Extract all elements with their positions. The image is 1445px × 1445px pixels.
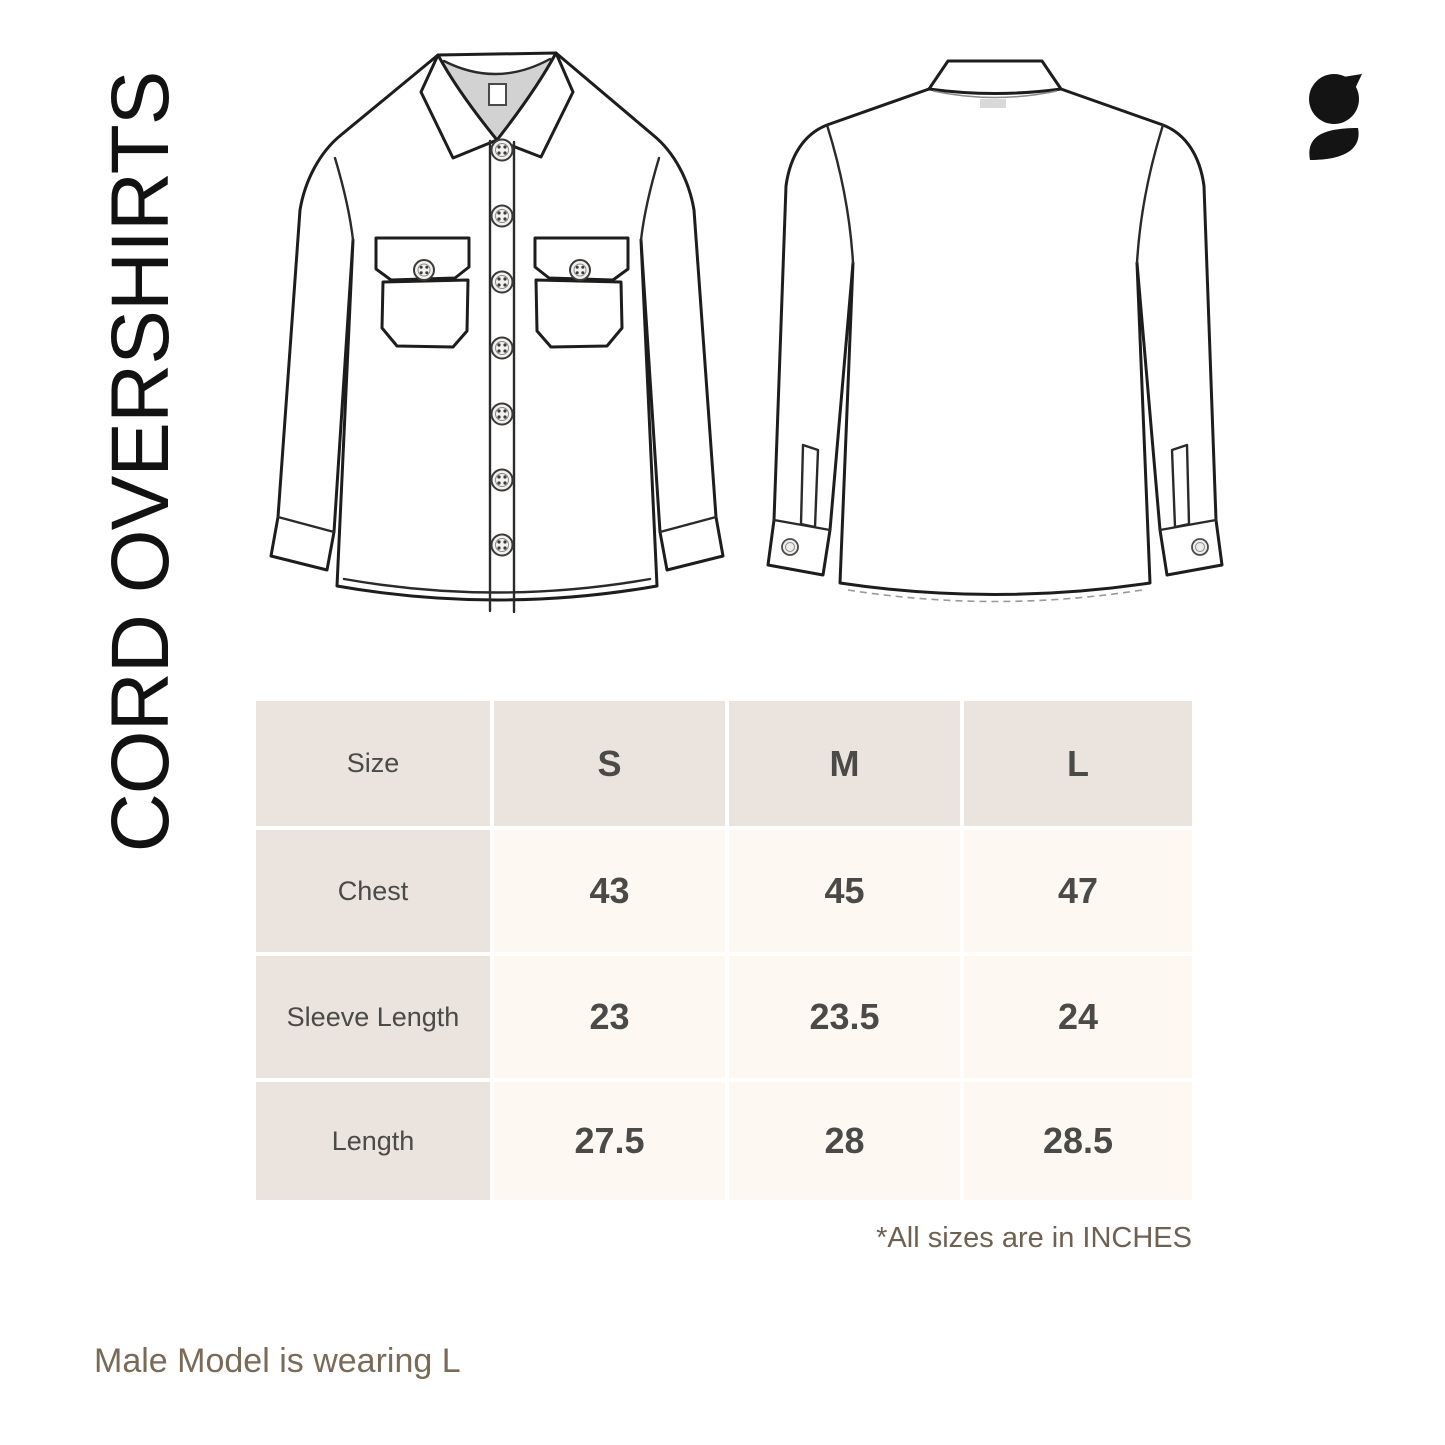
back-neck-label [980,99,1006,108]
column-header-l: L [964,701,1192,826]
chest-l-value: 47 [964,830,1192,952]
shirt-back-diagram [760,30,1270,620]
row-label-sleeve-length: Sleeve Length [256,956,490,1078]
length-m-value: 28 [729,1082,960,1200]
row-label-length: Length [256,1082,490,1200]
length-l-value: 28.5 [964,1082,1192,1200]
column-header-s: S [494,701,725,826]
shirt-front-diagram [250,30,760,640]
sleeve-m-value: 23.5 [729,956,960,1078]
neck-label [489,84,506,105]
chest-m-value: 45 [729,830,960,952]
chest-pocket-right [535,238,628,347]
sleeve-l-value: 24 [964,956,1192,1078]
row-label-chest: Chest [256,830,490,952]
size-chart-table [256,701,1192,1200]
sleeve-placket-left [801,445,818,527]
units-note: *All sizes are in INCHES [876,1222,1192,1254]
page-title-vertical: CORD OVERSHIRTS [95,71,186,853]
brand-logo-icon [1306,70,1364,164]
column-header-size: Size [256,701,490,826]
sleeve-placket-right [1172,445,1189,527]
chest-s-value: 43 [494,830,725,952]
sleeve-s-value: 23 [494,956,725,1078]
length-s-value: 27.5 [494,1082,725,1200]
column-header-m: M [729,701,960,826]
chest-pocket-left [376,238,469,347]
model-note: Male Model is wearing L [94,1342,461,1380]
